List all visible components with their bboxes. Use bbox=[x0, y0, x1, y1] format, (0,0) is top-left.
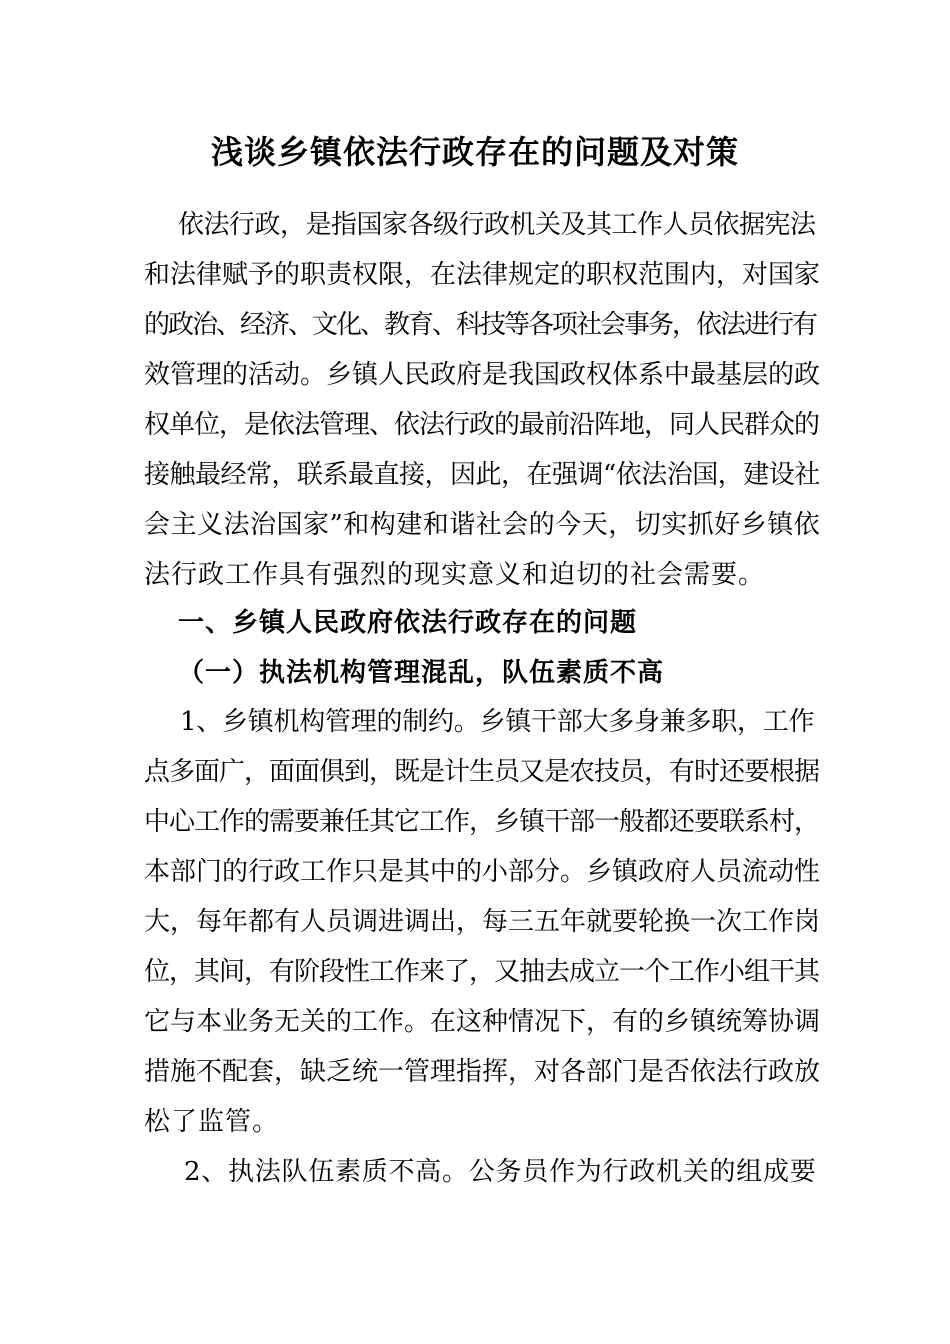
paragraph-line: 效管理的活动。乡镇人民政府是我国政权体系中最基层的政 bbox=[144, 360, 821, 390]
paragraph-line: 措施不配套，缺乏统一管理指挥，对各部门是否依法行政放 bbox=[144, 1057, 821, 1087]
paragraph-line: 点多面广，面面俱到，既是计生员又是农技员，有时还要根据 bbox=[144, 757, 820, 787]
paragraph-line: 本部门的行政工作只是其中的小部分。乡镇政府人员流动性 bbox=[144, 857, 821, 887]
paragraph-line: 2、执法队伍素质不高。公务员作为行政机关的组成要 bbox=[184, 1157, 817, 1187]
paragraph-line: 和法律赋予的职责权限，在法律规定的职权范围内，对国家 bbox=[144, 260, 821, 290]
paragraph-line: 接触最经常，联系最直接，因此，在强调“依法治国，建设社 bbox=[144, 460, 820, 490]
section-heading: 一、乡镇人民政府依法行政存在的问题 bbox=[178, 608, 638, 638]
document-title: 浅谈乡镇依法行政存在的问题及对策 bbox=[210, 133, 739, 171]
paragraph-line: 松了监管。 bbox=[144, 1107, 280, 1137]
paragraph-line: 法行政工作具有强烈的现实意义和迫切的社会需要。 bbox=[144, 560, 766, 590]
paragraph-line: 会主义法治国家”和构建和谐社会的今天，切实抓好乡镇依 bbox=[144, 510, 821, 540]
subsection-heading: （一）执法机构管理混乱，队伍素质不高 bbox=[178, 658, 665, 688]
paragraph-line: 中心工作的需要兼任其它工作，乡镇干部一般都还要联系村， bbox=[144, 807, 820, 837]
paragraph-line: 位，其间，有阶段性工作来了，又抽去成立一个工作小组干其 bbox=[144, 957, 820, 987]
paragraph-line: 1、乡镇机构管理的制约。乡镇干部大多身兼多职，工作 bbox=[180, 707, 815, 737]
paragraph-line: 的政治、经济、文化、教育、科技等各项社会事务，依法进行有 bbox=[144, 310, 817, 340]
paragraph-line: 依法行政，是指国家各级行政机关及其工作人员依据宪法 bbox=[178, 210, 816, 240]
paragraph-line: 它与本业务无关的工作。在这种情况下，有的乡镇统筹协调 bbox=[144, 1007, 821, 1037]
paragraph-line: 大，每年都有人员调进调出，每三五年就要轮换一次工作岗 bbox=[144, 907, 821, 937]
paragraph-line: 权单位，是依法管理、依法行政的最前沿阵地，同人民群众的 bbox=[144, 410, 820, 440]
